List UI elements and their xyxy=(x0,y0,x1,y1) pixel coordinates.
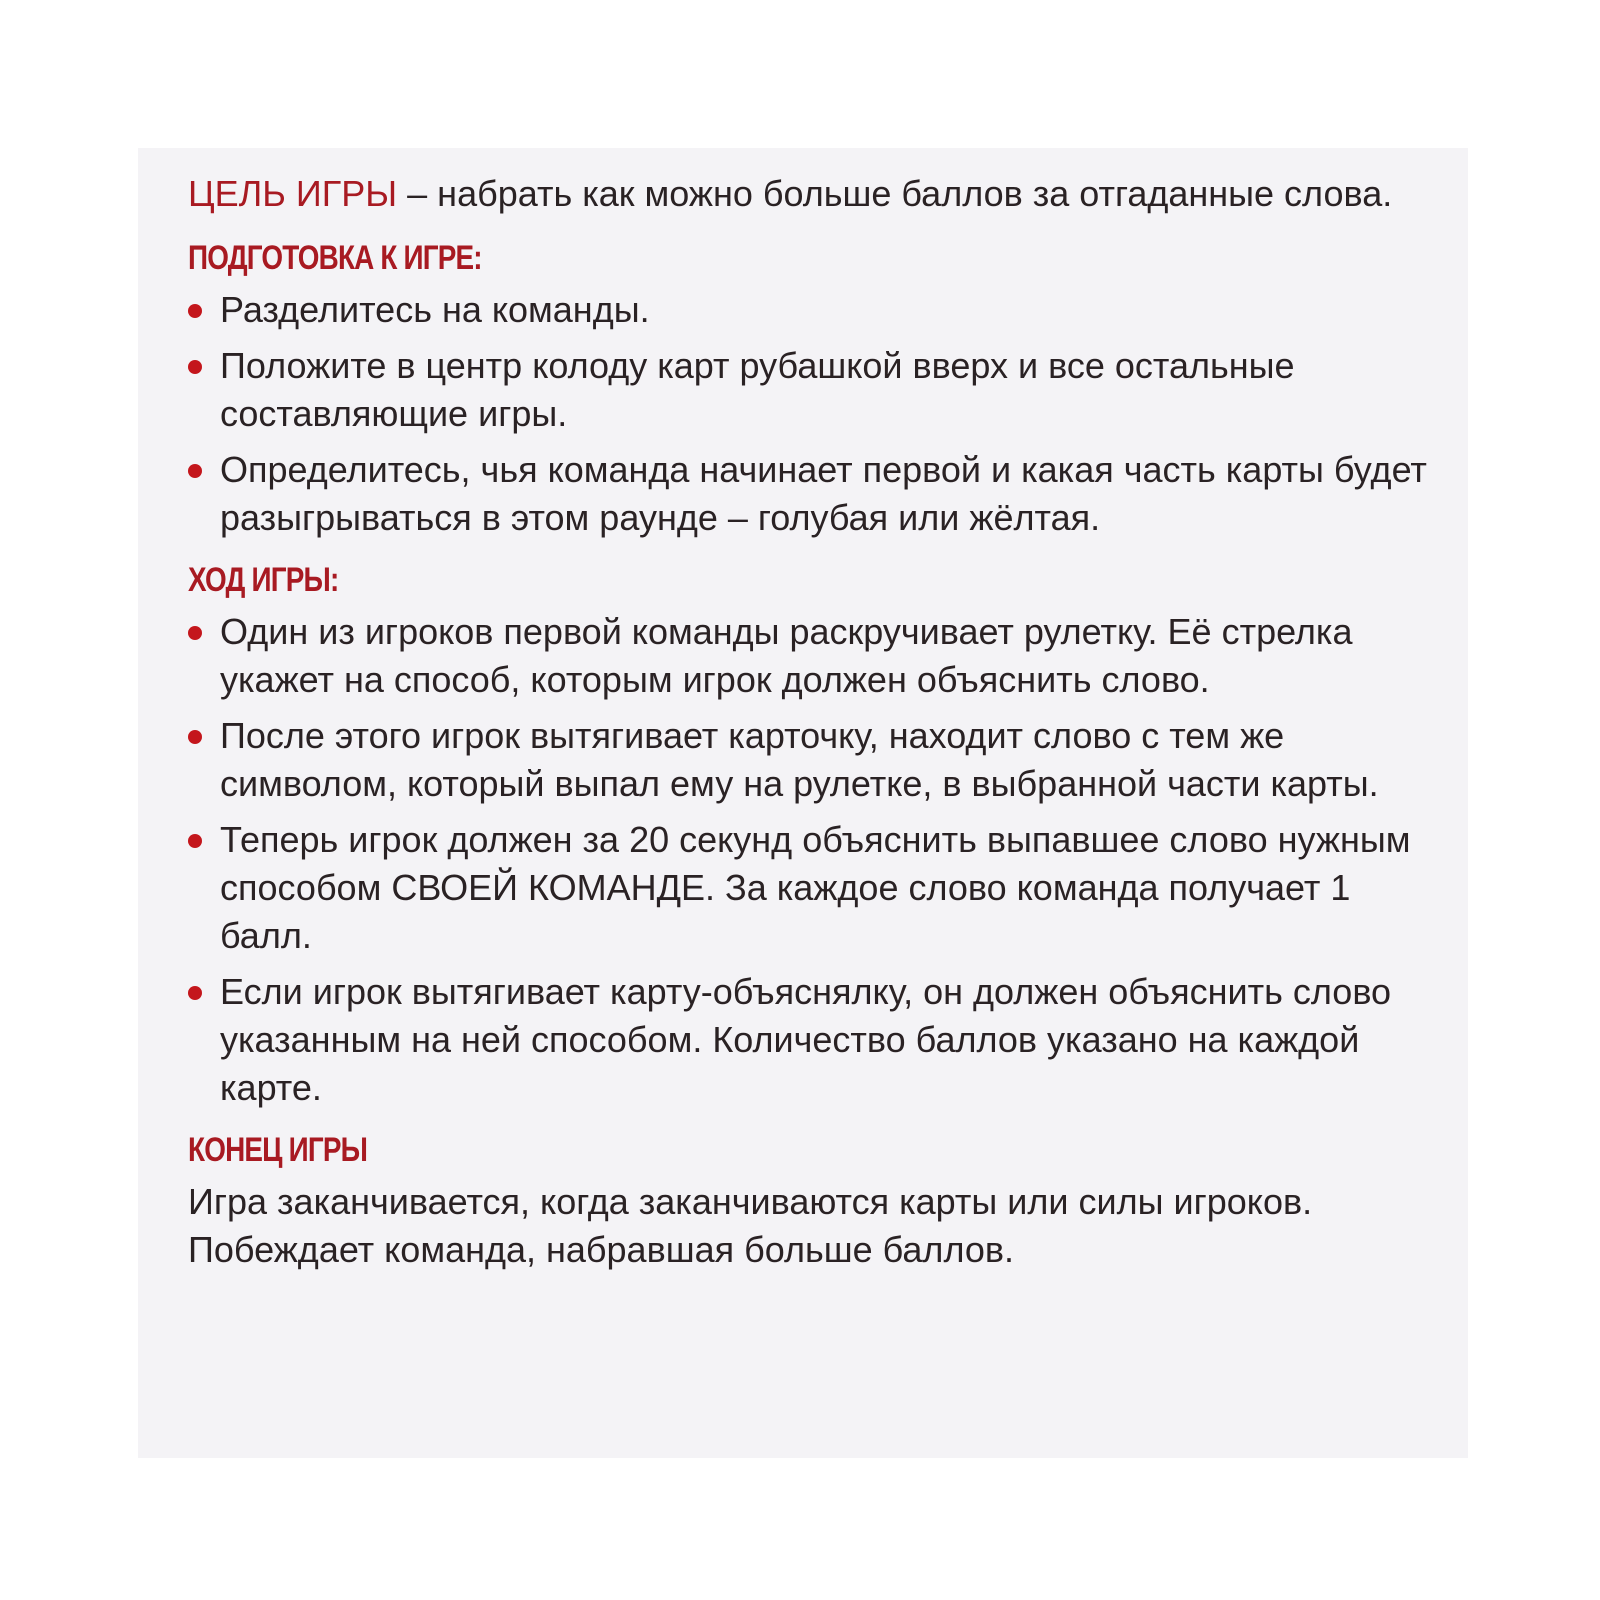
list-item-text: Положите в центр колоду карт рубашкой вверх и все остальные составляющие игры. xyxy=(220,345,1295,434)
end-line-1: Игра заканчивается, когда заканчиваются карты или силы игроков. xyxy=(188,1181,1313,1222)
list-item-text: Теперь игрок должен за 20 секунд объяснить выпавшее слово нужным способом СВОЕЙ КОМАНДЕ. За каждое слово команда получает 1 балл. xyxy=(220,819,1411,956)
goal-label: ЦЕЛЬ ИГРЫ xyxy=(188,173,398,214)
end-line-2: Побеждает команда, набравшая больше баллов. xyxy=(188,1229,1014,1270)
list-item-text: После этого игрок вытягивает карточку, находит слово с тем же символом, который выпал ему на рулетке, в выбранной части карты. xyxy=(220,715,1379,804)
goal-paragraph xyxy=(188,170,1428,218)
bullet-icon xyxy=(188,626,202,640)
list-item-text: Разделитесь на команды. xyxy=(220,289,650,330)
end-heading: КОНЕЦ ИГРЫ xyxy=(188,1131,368,1169)
gameplay-heading: ХОД ИГРЫ: xyxy=(188,561,339,599)
list-item xyxy=(188,816,1428,960)
list-item xyxy=(188,608,1428,704)
rules-card xyxy=(138,148,1468,1458)
bullet-icon xyxy=(188,304,202,318)
preparation-heading: ПОДГОТОВКА К ИГРЕ: xyxy=(188,239,482,277)
bullet-icon xyxy=(188,464,202,478)
gameplay-list xyxy=(188,608,1428,1112)
bullet-icon xyxy=(188,360,202,374)
bullet-icon xyxy=(188,834,202,848)
list-item-text: Если игрок вытягивает карту-объяснялку, он должен объяснить слово указанным на ней способом. Количество баллов указано на каждой карте. xyxy=(220,971,1392,1108)
bullet-icon xyxy=(188,986,202,1000)
preparation-list xyxy=(188,286,1428,542)
list-item xyxy=(188,342,1428,438)
list-item xyxy=(188,286,1428,334)
list-item-text: Один из игроков первой команды раскручивает рулетку. Её стрелка укажет на способ, которым игрок должен объяснить слово. xyxy=(220,611,1353,700)
bullet-icon xyxy=(188,730,202,744)
goal-text: – набрать как можно больше баллов за отгаданные слова. xyxy=(397,173,1393,214)
list-item xyxy=(188,968,1428,1112)
list-item xyxy=(188,446,1428,542)
list-item-text: Определитесь, чья команда начинает первой и какая часть карты будет разыгрываться в этом раунде – голубая или жёлтая. xyxy=(220,449,1427,538)
list-item xyxy=(188,712,1428,808)
